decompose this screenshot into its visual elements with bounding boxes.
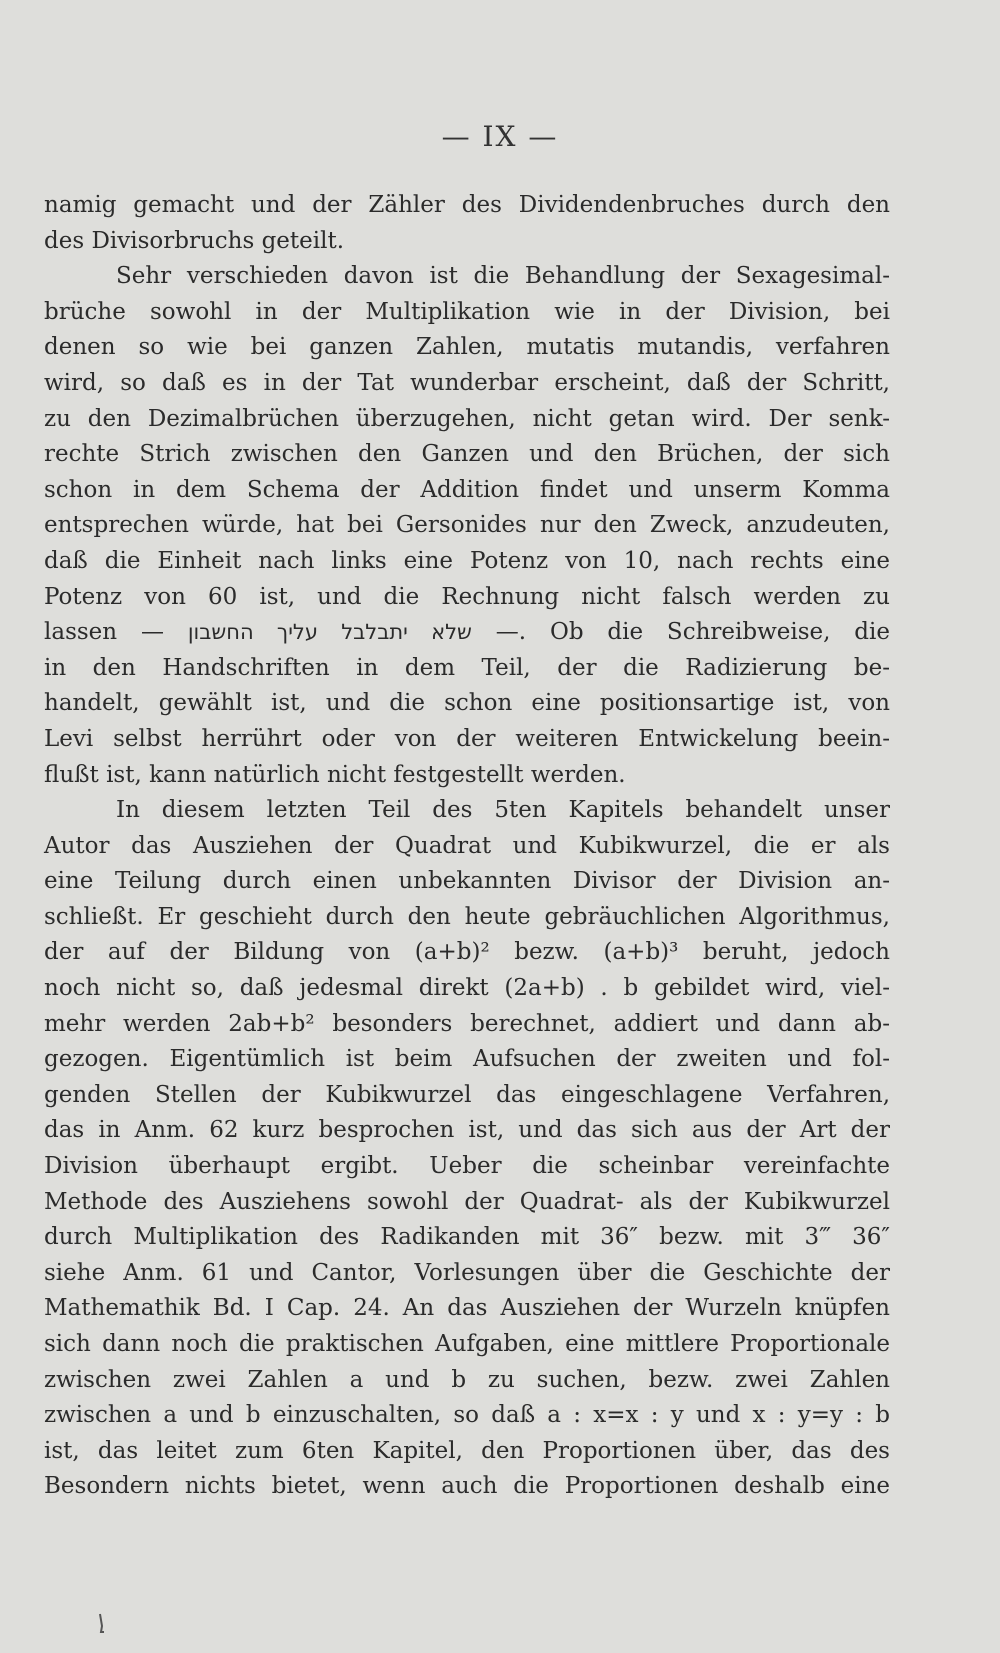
text-line: sich dann noch die praktischen Aufgaben, eine mittlere Proportionale [44,1331,890,1357]
text-line: Besondern nichts bietet, wenn auch die Proportionen deshalb eine [44,1473,890,1500]
text-line: Methode des Ausziehens sowohl der Quadrat- als der Kubikwurzel [44,1188,890,1215]
text-line: siehe Anm. 61 und Cantor, Vorlesungen über die Geschichte der [44,1259,890,1286]
text-line: schließt. Er geschieht durch den heute gebräuchlichen Algorithmus, [44,903,890,930]
hebrew-quote-line [44,615,890,651]
text-line: rechte Strich zwischen den Ganzen und den Brüchen, der sich [44,441,890,468]
text-line: schon in dem Schema der Addition findet und unserm Komma [44,476,890,503]
text-line: denen so wie bei ganzen Zahlen, mutatis mutandis, verfahren [44,334,890,361]
margin-mark [98,1612,106,1634]
hebrew-line-before: lassen — [44,619,164,646]
text-line: brüche sowohl in der Multiplikation wie in der Division, bei [44,298,890,325]
text-line: Mathemathik Bd. I Cap. 24. An das Ausziehen der Wurzeln knüpfen [44,1295,890,1322]
text-line: flußt ist, kann natürlich nicht festgestellt werden. [44,761,626,788]
text-line: eine Teilung durch einen unbekannten Divisor der Division an- [44,868,890,895]
text-line: wird, so daß es in der Tat wunderbar erscheint, daß der Schritt, [44,369,890,396]
text-line: In diesem letzten Teil des 5ten Kapitels behandelt unser [116,797,890,824]
text-line: Levi selbst herrührt oder von der weiteren Entwickelung beein- [44,725,890,752]
text-line: durch Multiplikation des Radikanden mit 36″ bezw. mit 3‴ 36″ [44,1224,890,1251]
body-text [44,188,890,1505]
stray-mark-icon [98,1612,106,1634]
text-line: Sehr verschieden davon ist die Behandlung der Sexagesimal- [116,263,890,290]
text-line: zwischen zwei Zahlen a und b zu suchen, bezw. zwei Zahlen [44,1366,890,1393]
text-line: zu den Dezimalbrüchen überzugehen, nicht getan wird. Der senk- [44,405,890,432]
text-line: das in Anm. 62 kurz besprochen ist, und das sich aus der Art der [44,1117,890,1144]
text-line: handelt, gewählt ist, und die schon eine positionsartige ist, von [44,690,890,717]
text-line: mehr werden 2ab+b² besonders berechnet, addiert und dann ab- [44,1010,890,1037]
page-number: — IX — [441,120,559,153]
text-line: der auf der Bildung von (a+b)² bezw. (a+b)³ beruht, jedoch [44,939,890,966]
paragraph-block-2 [44,651,890,1505]
text-line: namig gemacht und der Zähler des Dividendenbruches durch den [44,192,890,218]
text-line: Autor das Ausziehen der Quadrat und Kubikwurzel, die er als [44,832,890,859]
text-line: Potenz von 60 ist, und die Rechnung nicht falsch werden zu [44,583,890,610]
hebrew-quote: שלא יתבלבל עליך החשבון [187,620,472,645]
paragraph-block-1 [44,188,890,615]
text-line: in den Handschriften in dem Teil, der die Radizierung be- [44,654,890,681]
text-line: entsprechen würde, hat bei Gersonides nur den Zweck, anzudeuten, [44,512,890,539]
text-line: des Divisorbruchs geteilt. [44,227,345,254]
text-line: gezogen. Eigentümlich ist beim Aufsuchen der zweiten und fol- [44,1046,890,1073]
text-line: daß die Einheit nach links eine Potenz von 10, nach rechts eine [44,547,890,574]
text-line: Division überhaupt ergibt. Ueber die scheinbar vereinfachte [44,1153,890,1180]
text-line: genden Stellen der Kubikwurzel das eingeschlagene Verfahren, [44,1081,890,1108]
text-line: ist, das leitet zum 6ten Kapitel, den Proportionen über, das des [44,1437,890,1464]
hebrew-line-after: —. Ob die Schreibweise, die [495,619,890,646]
text-line: noch nicht so, daß jedesmal direkt (2a+b) . b gebildet wird, viel- [44,975,890,1002]
text-line: zwischen a und b einzuschalten, so daß a : x=x : y und x : y=y : b [44,1402,890,1429]
